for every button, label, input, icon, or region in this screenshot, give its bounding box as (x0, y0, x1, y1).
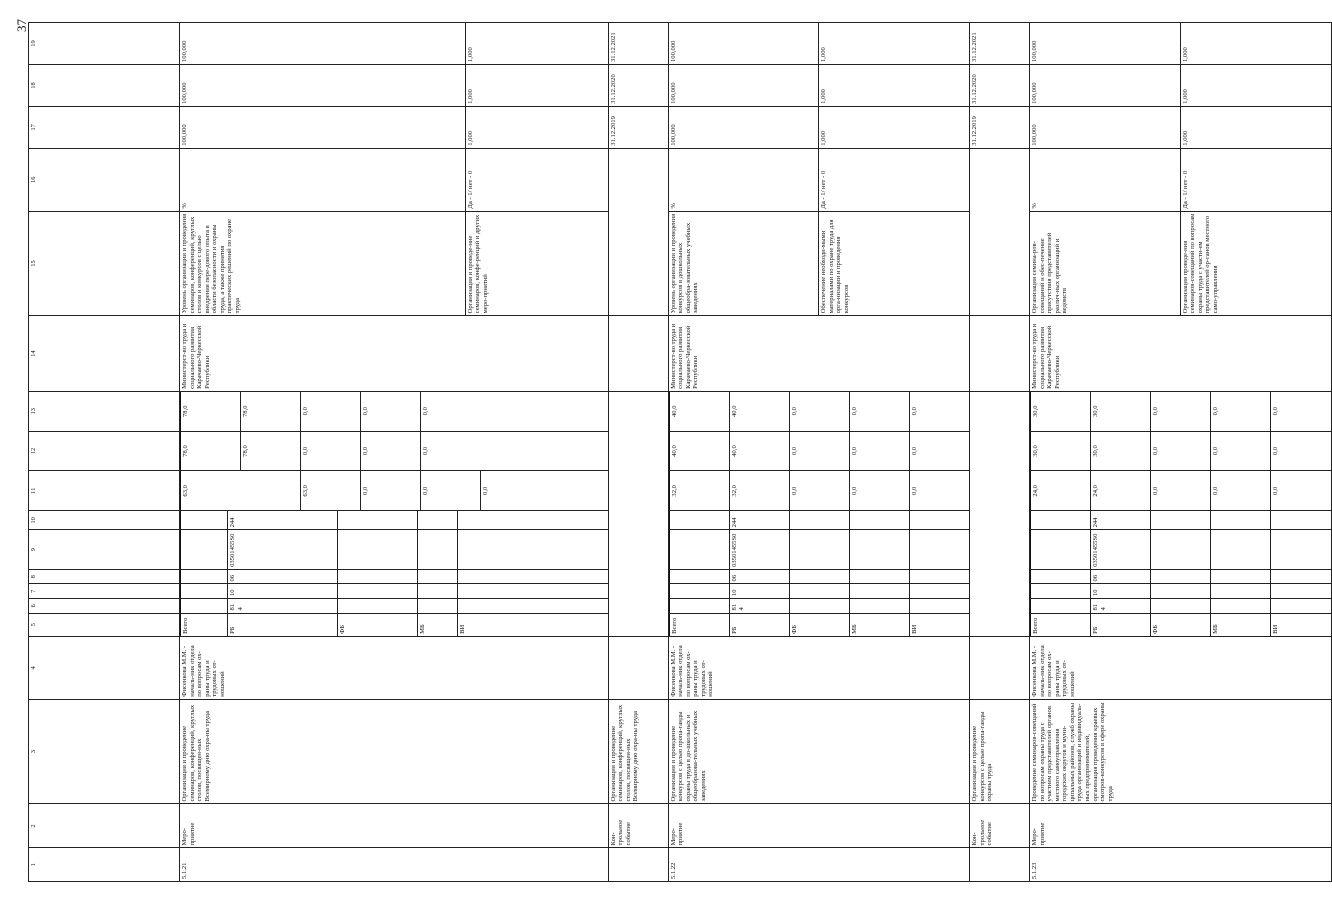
budget-code (338, 569, 418, 584)
indicator-unit: % (1030, 148, 1181, 211)
budget-code (418, 584, 458, 599)
budget-code (669, 569, 729, 584)
indicator-value: 100,000 (180, 106, 466, 148)
budget-code (338, 511, 418, 530)
amount-value: 0,0 (789, 432, 849, 471)
finance-source-row (228, 511, 338, 636)
budget-code: 814 (1091, 599, 1151, 614)
indicator-value: 100,000 (180, 23, 466, 65)
row-number (608, 848, 668, 882)
rotated-table-container (28, 22, 1279, 882)
budget-code (1271, 530, 1331, 569)
activity-name: Организация и проведение семинаров, конференций, круглых столов, посвящен-ных Всемирному дню охра-ны труда (608, 699, 668, 804)
column-number-row (29, 23, 180, 882)
col-header: 2 (29, 804, 180, 848)
amount-value: 0,0 (1211, 392, 1271, 431)
control-date: 31.12.2019 (970, 106, 1030, 148)
amount-value: 78,0 (241, 392, 301, 431)
indicator-name: Обеспечение необходи-мыми материалами по охране труда для орга-низации и проведения конкурсов (819, 211, 970, 316)
budget-code (1031, 599, 1091, 614)
amount-value: 78,0 (181, 432, 241, 471)
activity-row (1030, 23, 1181, 882)
amount-value: 40,0 (729, 392, 789, 431)
program-activities-table (28, 22, 1332, 882)
finance-source: ВИ (909, 613, 969, 636)
col-header: 7 (29, 584, 179, 599)
col-header-group (29, 511, 180, 637)
amount-column (668, 471, 970, 511)
budget-code (1271, 569, 1331, 584)
budget-code (1211, 569, 1271, 584)
budget-code (849, 599, 909, 614)
col-header: 17 (29, 106, 180, 148)
col-header: 14 (29, 316, 180, 391)
amount-value: 63,0 (181, 471, 301, 510)
amount-value: 0,0 (1151, 471, 1211, 510)
responsible-person: Фисенкова М.М. - началь-ник отдела по вопросам ох-раны труда и трудовых от-ношений (1030, 636, 1332, 699)
budget-code (789, 584, 849, 599)
finance-source: МБ (418, 613, 458, 636)
finance-source-row (1091, 511, 1151, 636)
finance-source-row (1031, 511, 1091, 636)
amount-value: 30,0 (1091, 392, 1151, 431)
control-date: 31.12.2021 (608, 23, 668, 65)
finance-source-row (909, 511, 969, 636)
empty-cell (970, 316, 1030, 391)
indicator-value: 100,000 (668, 65, 819, 107)
budget-code (789, 599, 849, 614)
indicator-value: 1,000 (819, 23, 970, 65)
indicator-value: 1,000 (819, 65, 970, 107)
budget-code (1211, 530, 1271, 569)
finance-source-row (458, 511, 608, 636)
indicator-value: 1,000 (465, 23, 608, 65)
empty-cell (608, 316, 668, 391)
col-header: 1 (29, 848, 180, 882)
finance-source: Всего (181, 613, 228, 636)
budget-code (181, 584, 228, 599)
budget-code (418, 511, 458, 530)
activity-name: Организация и проведение конкурсов с целью пропа-ганды охраны труда в до-школьных и общеобразова-тельных учебных заведениях (668, 699, 970, 804)
budget-code (1211, 584, 1271, 599)
finance-source: Всего (1031, 613, 1091, 636)
finance-source-row (789, 511, 849, 636)
responsible-person: Фисенкова М.М. - началь-ник отдела по вопросам ох-раны труда и трудовых от-ношений (668, 636, 970, 699)
indicator-value: 100,000 (180, 65, 466, 107)
finance-source-grid (1030, 511, 1332, 637)
amount-column (180, 391, 609, 431)
col-header: 15 (29, 211, 180, 316)
finance-source-row (338, 511, 418, 636)
budget-code (338, 530, 418, 569)
amount-column (1030, 391, 1332, 431)
activity-row (668, 23, 819, 882)
amount-value: 0,0 (789, 471, 849, 510)
amount-value: 0,0 (301, 432, 361, 471)
amount-value: 0,0 (909, 392, 969, 431)
budget-code (909, 511, 969, 530)
budget-code (789, 569, 849, 584)
finance-source: РБ (1091, 613, 1151, 636)
amount-value: 0,0 (849, 432, 909, 471)
row-number (970, 848, 1030, 882)
responsible-ministry: Министерст-во труда и социального развития Карачаево-Черкесской Республики (180, 316, 609, 391)
amount-column (1030, 431, 1332, 471)
page-number: 37 (14, 19, 29, 32)
amount-value: 30,0 (1091, 432, 1151, 471)
budget-code: 03501455S0 (1091, 530, 1151, 569)
responsible-person (608, 636, 668, 699)
amount-value: 32,0 (669, 471, 729, 510)
budget-code: 244 (1091, 511, 1151, 530)
budget-code (1151, 530, 1211, 569)
amount-value: 0,0 (301, 392, 361, 431)
budget-code (909, 584, 969, 599)
row-kind: Меро- приятие (1030, 804, 1332, 848)
control-date: 31.12.2020 (970, 65, 1030, 107)
control-date: 31.12.2019 (608, 106, 668, 148)
indicator-value: 100,000 (1030, 65, 1181, 107)
amount-value: 0,0 (849, 471, 909, 510)
budget-code (458, 530, 608, 569)
budget-code (181, 569, 228, 584)
amount-value: 40,0 (669, 432, 729, 471)
budget-code (1211, 599, 1271, 614)
budget-code (1031, 569, 1091, 584)
finance-source: ВИ (1271, 613, 1331, 636)
indicator-value: 100,000 (668, 23, 819, 65)
indicator-value: 1,000 (1180, 65, 1331, 107)
amount-value: 0,0 (481, 471, 541, 510)
budget-code (909, 569, 969, 584)
finance-source: ФБ (789, 613, 849, 636)
finance-source-row (1211, 511, 1271, 636)
indicator-value: 1,000 (1180, 106, 1331, 148)
budget-code (789, 530, 849, 569)
amount-value: 0,0 (909, 432, 969, 471)
col-header: 8 (29, 569, 179, 584)
budget-code: 06 (228, 569, 338, 584)
finance-source: ВИ (458, 613, 608, 636)
budget-code (181, 599, 228, 614)
indicator-unit: Да - 1/ нет - 0 (465, 148, 608, 211)
budget-code (849, 511, 909, 530)
budget-code (458, 599, 608, 614)
indicator-name: Организация и проведе-ние семинаров, конфе-ренций и других меро-приятий (465, 211, 608, 316)
col-header: 9 (29, 530, 179, 569)
col-header: 6 (29, 599, 179, 614)
amount-value: 32,0 (729, 471, 789, 510)
row-kind: Меро- приятие (180, 804, 609, 848)
budget-code (669, 599, 729, 614)
responsible-ministry: Министерст-во труда и социального развития Карачаево-Черкесской Республики (668, 316, 970, 391)
budget-code (458, 569, 608, 584)
indicator-unit: Да - 1/ нет - 0 (819, 148, 970, 211)
amount-value: 0,0 (1271, 432, 1331, 471)
amount-value: 0,0 (1151, 392, 1211, 431)
empty-cell (970, 148, 1030, 316)
responsible-person (970, 636, 1030, 699)
amount-value: 0,0 (849, 392, 909, 431)
amount-column (668, 431, 970, 471)
row-number: 5.1.23 (1030, 848, 1332, 882)
finance-source: МБ (1211, 613, 1271, 636)
amount-value: 63,0 (301, 471, 361, 510)
finance-source-row (418, 511, 458, 636)
finance-source-row (181, 511, 228, 636)
col-header: 10 (30, 517, 37, 524)
budget-code (418, 530, 458, 569)
row-number: 5.1.22 (668, 848, 970, 882)
finance-source-grid (668, 511, 970, 637)
control-event-row (970, 23, 1030, 882)
indicator-value: 1,000 (465, 65, 608, 107)
amount-column (180, 471, 609, 511)
amount-value: 24,0 (1031, 471, 1091, 510)
amount-value: 78,0 (181, 392, 241, 431)
amount-value: 0,0 (361, 471, 421, 510)
empty-cell (970, 391, 1030, 636)
indicator-unit: % (180, 148, 466, 211)
control-event-row (608, 23, 668, 882)
budget-code (1151, 584, 1211, 599)
amount-value: 0,0 (1271, 392, 1331, 431)
budget-code: 10 (729, 584, 789, 599)
budget-code (1151, 511, 1211, 530)
budget-code (1271, 599, 1331, 614)
budget-code (338, 584, 418, 599)
finance-source: РБ (228, 613, 338, 636)
finance-source-row (849, 511, 909, 636)
amount-value: 0,0 (361, 392, 421, 431)
amount-column (180, 431, 609, 471)
finance-source-grid (180, 511, 609, 637)
budget-code: 814 (729, 599, 789, 614)
activity-row (180, 23, 466, 882)
amount-value: 0,0 (909, 471, 969, 510)
col-header: 11 (29, 471, 180, 511)
budget-code (181, 511, 228, 530)
responsible-person: Фисенкова М.М. - началь-ник отдела по вопросам ох-раны труда и трудовых от-ношений (180, 636, 609, 699)
budget-code (181, 530, 228, 569)
budget-code: 814 (228, 599, 338, 614)
amount-column (1030, 471, 1332, 511)
budget-code (1211, 511, 1271, 530)
responsible-ministry: Министерст-во труда и социального развития Карачаево-Черкесской Республики (1030, 316, 1332, 391)
indicator-name: Уровень организации и проведения конкурсов в дошкольных общеобра-зовательных учебных заведениях (668, 211, 819, 316)
budget-code (849, 530, 909, 569)
col-header: 16 (29, 148, 180, 211)
amount-value: 0,0 (421, 432, 481, 471)
indicator-name: Уровень организации и проведения семинаров, конференций, круглых столов и конкурсов с целью внедрения пере-дового опыта в области безопасности и охраны труда, а также принятия практических решений по охране труда (180, 211, 466, 316)
budget-code (338, 599, 418, 614)
budget-code (458, 584, 608, 599)
budget-code: 244 (729, 511, 789, 530)
finance-source: РБ (729, 613, 789, 636)
finance-source-row (1271, 511, 1331, 636)
budget-code: 03501455S0 (228, 530, 338, 569)
col-header: 13 (29, 391, 180, 431)
col-header: 3 (29, 699, 180, 804)
amount-column (668, 391, 970, 431)
budget-code (418, 599, 458, 614)
budget-code (1031, 530, 1091, 569)
amount-value: 0,0 (789, 392, 849, 431)
finance-source-row (669, 511, 729, 636)
amount-value: 0,0 (421, 392, 481, 431)
col-header: 4 (29, 636, 180, 699)
empty-cell (608, 148, 668, 316)
control-date: 31.12.2021 (970, 23, 1030, 65)
budget-code (1151, 569, 1211, 584)
amount-value: 0,0 (1211, 471, 1271, 510)
row-kind: Меро- приятие (668, 804, 970, 848)
row-number: 5.1.21 (180, 848, 609, 882)
indicator-value: 100,000 (1030, 23, 1181, 65)
finance-source: ФБ (1151, 613, 1211, 636)
budget-code (458, 511, 608, 530)
col-header: 19 (29, 23, 180, 65)
indicator-unit: % (668, 148, 819, 211)
amount-value: 0,0 (361, 432, 421, 471)
budget-code: 10 (228, 584, 338, 599)
indicator-value: 100,000 (1030, 106, 1181, 148)
budget-code (669, 511, 729, 530)
indicator-name: Организация проведе-ния семинаров-совещаний по вопросам охраны труда с участи-ем представителей ор-ганов местного само-управления (1180, 211, 1331, 316)
col-header: 18 (29, 65, 180, 107)
activity-name: Организация и проведение семинаров, конференций, круглых столов, посвящен-ных Всемирному дню охра-ны труда (180, 699, 609, 804)
activity-name: Проведение семинаров-совещаний по вопросам охраны труда с участием представителей органов местного самоуправления городских округов и муни-ципальных районов, служб охраны труда организаций и индивидуаль-ных предпринимателей, организация проведения краевых смотров-конкурсов в сфере охраны труда (1030, 699, 1332, 804)
amount-value: 24,0 (1091, 471, 1151, 510)
budget-code (1151, 599, 1211, 614)
budget-code: 10 (1091, 584, 1151, 599)
budget-code: 244 (228, 511, 338, 530)
indicator-value: 1,000 (1180, 23, 1331, 65)
amount-value: 0,0 (1211, 432, 1271, 471)
amount-value: 0,0 (1151, 432, 1211, 471)
control-date: 31.12.2020 (608, 65, 668, 107)
budget-code: 06 (729, 569, 789, 584)
amount-value: 40,0 (729, 432, 789, 471)
budget-code (1271, 511, 1331, 530)
budget-code (909, 530, 969, 569)
finance-source: Всего (669, 613, 729, 636)
empty-cell (608, 391, 668, 636)
row-kind: Кон- трольное событие (608, 804, 668, 848)
budget-code (669, 530, 729, 569)
indicator-unit: Да - 1/ нет - 0 (1180, 148, 1331, 211)
budget-code (909, 599, 969, 614)
amount-value: 78,0 (241, 432, 301, 471)
col-header: 12 (29, 431, 180, 471)
amount-value: 30,0 (1031, 432, 1091, 471)
amount-value: 40,0 (669, 392, 729, 431)
budget-code (1031, 511, 1091, 530)
row-kind: Кон- трольное событие (970, 804, 1030, 848)
indicator-value: 1,000 (465, 106, 608, 148)
amount-value: 0,0 (1271, 471, 1331, 510)
budget-code (669, 584, 729, 599)
budget-code (418, 569, 458, 584)
budget-code (849, 584, 909, 599)
amount-value: 30,0 (1031, 392, 1091, 431)
activity-name: Организация и проведение конкурсов с целью пропа-ганды охраны труда (970, 699, 1030, 804)
amount-value: 0,0 (421, 471, 481, 510)
finance-source-row (729, 511, 789, 636)
budget-code: 06 (1091, 569, 1151, 584)
finance-source: МБ (849, 613, 909, 636)
col-header: 5 (29, 613, 179, 636)
budget-code: 03501455S0 (729, 530, 789, 569)
finance-source: ФБ (338, 613, 418, 636)
indicator-name: Организация семина-ров-совещаний и обес-печение присутствия представителей различ-ных организаций и ведомств (1030, 211, 1181, 316)
indicator-value: 100,000 (668, 106, 819, 148)
budget-code (1271, 584, 1331, 599)
budget-code (789, 511, 849, 530)
budget-code (849, 569, 909, 584)
indicator-value: 1,000 (819, 106, 970, 148)
budget-code (1031, 584, 1091, 599)
finance-source-row (1151, 511, 1211, 636)
